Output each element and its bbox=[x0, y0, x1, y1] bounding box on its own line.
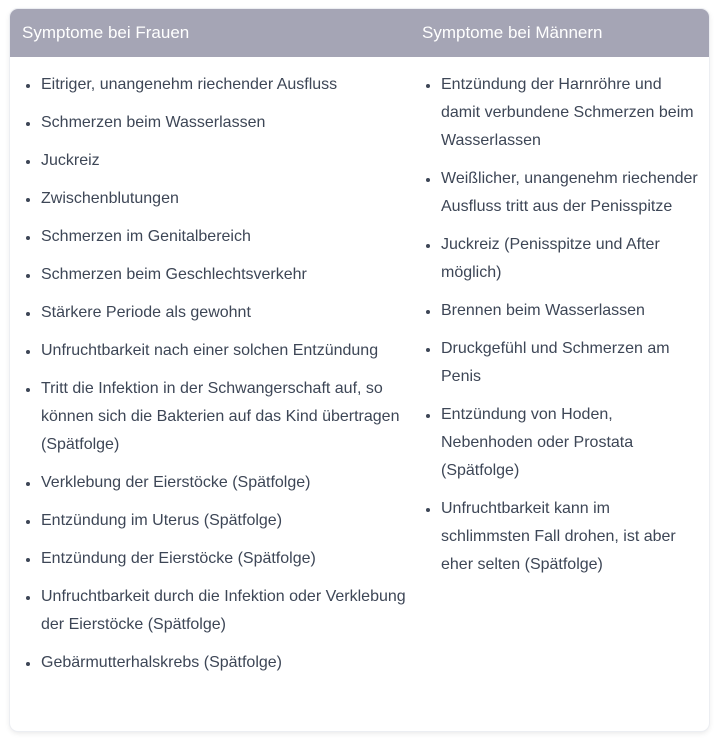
list-item bbox=[24, 261, 410, 289]
bullet-icon bbox=[26, 274, 30, 278]
list-item-text: Entzündung von Hoden, Nebenhoden oder Prostata (Spätfolge) bbox=[441, 406, 634, 479]
header-men: Symptome bei Männern bbox=[422, 23, 603, 42]
list-item bbox=[424, 231, 701, 287]
list-item bbox=[24, 469, 410, 497]
bullet-icon bbox=[426, 84, 430, 88]
list-item bbox=[424, 71, 701, 155]
list-item-text: Unfruchtbarkeit durch die Infektion oder Verklebung der Eierstöcke (Spätfolge) bbox=[41, 588, 406, 633]
list-item bbox=[24, 147, 410, 175]
bullet-icon bbox=[426, 414, 430, 418]
list-item-text: Entzündung im Uterus (Spätfolge) bbox=[41, 512, 283, 529]
list-item bbox=[24, 337, 410, 365]
women-symptom-list bbox=[10, 71, 410, 687]
list-item bbox=[424, 165, 701, 221]
list-item-text: Verklebung der Eierstöcke (Spätfolge) bbox=[41, 474, 311, 491]
list-item-text: Eitriger, unangenehm riechender Ausfluss bbox=[41, 76, 338, 93]
bullet-icon bbox=[26, 662, 30, 666]
list-item-text: Juckreiz (Penisspitze und After möglich) bbox=[441, 236, 660, 281]
list-item bbox=[24, 507, 410, 535]
list-item-text: Zwischenblutungen bbox=[41, 190, 179, 207]
list-item-text: Stärkere Periode als gewohnt bbox=[41, 304, 251, 321]
bullet-icon bbox=[26, 160, 30, 164]
list-item bbox=[24, 583, 410, 639]
list-item bbox=[424, 297, 701, 325]
table-body bbox=[10, 57, 709, 687]
bullet-icon bbox=[26, 388, 30, 392]
list-item bbox=[424, 495, 701, 579]
list-item bbox=[24, 223, 410, 251]
list-item bbox=[24, 109, 410, 137]
bullet-icon bbox=[26, 84, 30, 88]
list-item-text: Entzündung der Eierstöcke (Spätfolge) bbox=[41, 550, 316, 567]
list-item-text: Entzündung der Harnröhre und damit verbundene Schmerzen beim Wasserlassen bbox=[441, 76, 694, 149]
bullet-icon bbox=[426, 508, 430, 512]
list-item-text: Weißlicher, unangenehm riechender Ausfluss tritt aus der Penisspitze bbox=[441, 170, 698, 215]
list-item-text: Unfruchtbarkeit kann im schlimmsten Fall drohen, ist aber eher selten (Spätfolge) bbox=[441, 500, 676, 573]
bullet-icon bbox=[426, 244, 430, 248]
bullet-icon bbox=[426, 178, 430, 182]
list-item bbox=[24, 545, 410, 573]
list-item bbox=[424, 401, 701, 485]
list-item-text: Juckreiz bbox=[41, 152, 100, 169]
list-item-text: Tritt die Infektion in der Schwangerschaft auf, so können sich die Bakterien auf das Kind übertragen (Spätfolge) bbox=[41, 380, 400, 453]
bullet-icon bbox=[26, 482, 30, 486]
men-symptom-list bbox=[410, 71, 709, 687]
list-item bbox=[24, 375, 410, 459]
list-item-text: Unfruchtbarkeit nach einer solchen Entzündung bbox=[41, 342, 379, 359]
list-item bbox=[24, 649, 410, 677]
symptoms-table bbox=[10, 9, 709, 731]
bullet-icon bbox=[26, 596, 30, 600]
bullet-icon bbox=[26, 558, 30, 562]
list-item-text: Schmerzen beim Wasserlassen bbox=[41, 114, 266, 131]
list-item bbox=[424, 335, 701, 391]
list-item-text: Gebärmutterhalskrebs (Spätfolge) bbox=[41, 654, 282, 671]
table-header bbox=[10, 9, 709, 57]
bullet-icon bbox=[26, 312, 30, 316]
bullet-icon bbox=[26, 236, 30, 240]
bullet-icon bbox=[426, 348, 430, 352]
list-item bbox=[24, 71, 410, 99]
bullet-icon bbox=[26, 198, 30, 202]
bullet-icon bbox=[26, 122, 30, 126]
header-women: Symptome bei Frauen bbox=[22, 23, 190, 42]
list-item-text: Brennen beim Wasserlassen bbox=[441, 302, 645, 319]
bullet-icon bbox=[26, 520, 30, 524]
list-item-text: Schmerzen im Genitalbereich bbox=[41, 228, 251, 245]
list-item-text: Druckgefühl und Schmerzen am Penis bbox=[441, 340, 670, 385]
list-item bbox=[24, 185, 410, 213]
bullet-icon bbox=[26, 350, 30, 354]
list-item bbox=[24, 299, 410, 327]
list-item-text: Schmerzen beim Geschlechtsverkehr bbox=[41, 266, 307, 283]
bullet-icon bbox=[426, 310, 430, 314]
